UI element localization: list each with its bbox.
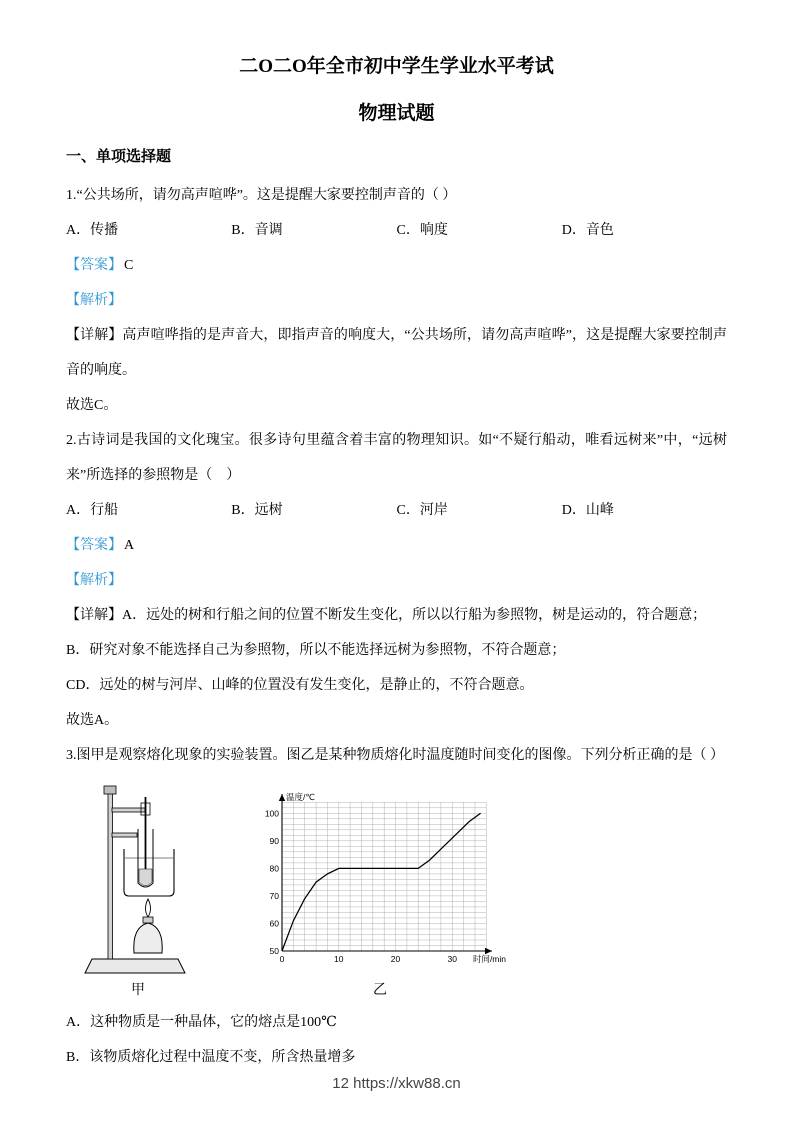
svg-text:20: 20 bbox=[390, 953, 401, 964]
q2-answer-label: 【答案】 bbox=[66, 537, 122, 553]
figure-label-jia: 甲 bbox=[131, 982, 145, 998]
q2-option-a: A．行船 bbox=[66, 502, 119, 518]
q2-detail-cd: CD．远处的树与河岸、山峰的位置没有发生变化，是静止的，不符合题意。 bbox=[66, 677, 534, 693]
q1-analysis-line bbox=[66, 283, 727, 318]
page-title: 二O二O年全市初中学生学业水平考试 bbox=[239, 56, 554, 77]
melting-graph bbox=[252, 781, 508, 977]
q2-option-c: C．河岸 bbox=[396, 502, 448, 518]
svg-text:30: 30 bbox=[447, 953, 458, 964]
section-heading: 一、单项选择题 bbox=[66, 148, 172, 165]
svg-text:温度/℃: 温度/℃ bbox=[286, 791, 315, 802]
svg-text:80: 80 bbox=[269, 863, 279, 874]
q2-conclusion: 故选A。 bbox=[66, 712, 119, 728]
svg-text:时间/min: 时间/min bbox=[472, 953, 506, 964]
q1-option-c: C．响度 bbox=[396, 222, 448, 238]
graph-column bbox=[252, 781, 508, 999]
question-2 bbox=[66, 423, 727, 738]
q1-stem: 1.“公共场所，请勿高声喧哗”。这是提醒大家要控制声音的（ ） bbox=[66, 187, 457, 203]
question-3 bbox=[66, 738, 727, 1075]
q1-answer-label: 【答案】 bbox=[66, 257, 122, 273]
q1-answer-value: C bbox=[124, 257, 134, 273]
svg-text:100: 100 bbox=[264, 807, 279, 818]
q2-option-d: D．山峰 bbox=[561, 502, 614, 518]
apparatus-figure bbox=[82, 781, 194, 977]
q1-detail: 【详解】高声喧哗指的是声音大，即指声音的响度大，“公共场所，请勿高声喧哗”，这是提醒大家要控制声音的响度。 bbox=[66, 327, 727, 378]
q2-analysis-label: 【解析】 bbox=[66, 572, 122, 588]
footer-link[interactable]: 12 https://xkw88.cn bbox=[332, 1075, 461, 1092]
q2-analysis-line bbox=[66, 563, 727, 598]
svg-text:70: 70 bbox=[269, 890, 279, 901]
svg-text:60: 60 bbox=[269, 918, 279, 929]
q2-answer-line bbox=[66, 528, 727, 563]
svg-text:50: 50 bbox=[269, 945, 279, 956]
q1-analysis-label: 【解析】 bbox=[66, 292, 122, 308]
q3-option-a: A．这种物质是一种晶体，它的熔点是100℃ bbox=[66, 1014, 337, 1030]
q2-detail-b: B．研究对象不能选择自己为参照物，所以不能选择远树为参照物，不符合题意； bbox=[66, 642, 566, 658]
q1-options bbox=[66, 213, 727, 248]
q1-option-d: D．音色 bbox=[561, 222, 614, 238]
svg-text:10: 10 bbox=[334, 953, 344, 964]
q2-option-b: B．远树 bbox=[231, 502, 283, 518]
q2-options bbox=[66, 493, 727, 528]
q2-answer-value: A bbox=[124, 537, 135, 553]
svg-text:90: 90 bbox=[269, 835, 279, 846]
q1-conclusion: 故选C。 bbox=[66, 397, 118, 413]
q2-stem: 2.古诗词是我国的文化瑰宝。很多诗句里蕴含着丰富的物理知识。如“不疑行船动，唯看远树来”中，“远树来”所选择的参照物是（ ） bbox=[66, 432, 727, 483]
q1-answer-line bbox=[66, 248, 727, 283]
q1-option-a: A．传播 bbox=[66, 222, 119, 238]
q3-figure bbox=[82, 781, 727, 999]
exam-subtitle: 物理试题 bbox=[358, 102, 435, 124]
q3-stem: 3.图甲是观察熔化现象的实验装置。图乙是某种物质熔化时温度随时间变化的图像。下列分析正确的是（ ） bbox=[66, 747, 724, 763]
svg-text:0: 0 bbox=[279, 953, 285, 964]
q2-detail-a: 【详解】A．远处的树和行船之间的位置不断发生变化，所以以行船为参照物，树是运动的，符合题意； bbox=[66, 607, 707, 623]
apparatus-column bbox=[82, 781, 194, 999]
question-1 bbox=[66, 178, 727, 423]
figure-label-yi: 乙 bbox=[373, 982, 387, 998]
q1-option-b: B．音调 bbox=[231, 222, 283, 238]
q3-option-b: B．该物质熔化过程中温度不变，所含热量增多 bbox=[66, 1049, 356, 1065]
